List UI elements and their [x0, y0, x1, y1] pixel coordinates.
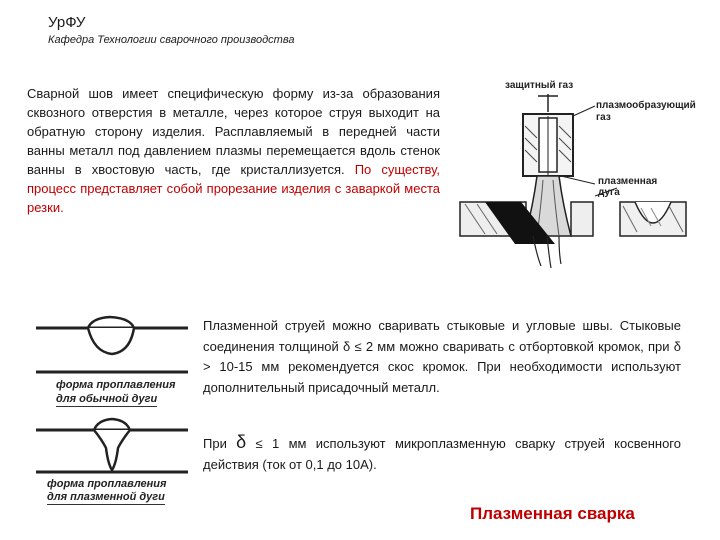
- caption-plasma-arc-line1: форма проплавления: [47, 478, 167, 490]
- slide-title: Плазменная сварка: [470, 504, 635, 523]
- plasma-gas-label-line1: плазмообразующий: [596, 100, 696, 111]
- description-paragraph: [27, 84, 440, 217]
- joint-types-paragraph: Плазменной струей можно сваривать стыковые и угловые швы. Стыковые соединения толщиной δ ≤ 2 мм можно сваривать с отбортовкой кромок, при δ > 10-15 мм рекомендуется скос кромок. При необходимости используют дополнительный присадочный металл.: [203, 318, 681, 395]
- description-main-text: Сварной шов имеет специфическую форму из-за образования сквозного отверстия в металле, через которое струя выходит на обратную сторону изделия. Расплавляемый в передней части ванны металл под давлением плазмы перемещается вдоль стенок ванны в хвостовую часть, где кристаллизуется.: [27, 86, 440, 177]
- microplasma-paragraph: [203, 432, 681, 475]
- shielding-gas-label: защитный газ: [505, 80, 574, 91]
- caption-conventional-arc-line1: форма проплавления: [56, 379, 176, 391]
- caption-conventional-arc-line2: для обычной дуги: [56, 393, 158, 405]
- description-accent-text: По существу, процесс представляет собой прорезание изделия с заваркой места резки.: [27, 162, 440, 215]
- organization-name: УрФУ: [48, 14, 86, 31]
- plasma-arc-penetration-diagram: [32, 412, 192, 476]
- microplasma-suffix: ≤ 1 мм используют микроплазменную сварку струей косвенного действия (ток от 0,1 до 10А).: [203, 436, 681, 472]
- department-name: Кафедра Технологии сварочного производства: [48, 34, 295, 46]
- plasma-arc-label-line1: плазменная: [598, 176, 658, 187]
- delta-symbol: δ: [236, 432, 247, 452]
- caption-plasma-arc-line2: для плазменной дуги: [47, 491, 165, 503]
- plasma-gas-label-line2: газ: [596, 112, 611, 123]
- conventional-arc-penetration-diagram: [32, 312, 192, 378]
- plasma-arc-label-line2: дуга: [598, 187, 620, 198]
- microplasma-prefix: При: [203, 436, 237, 451]
